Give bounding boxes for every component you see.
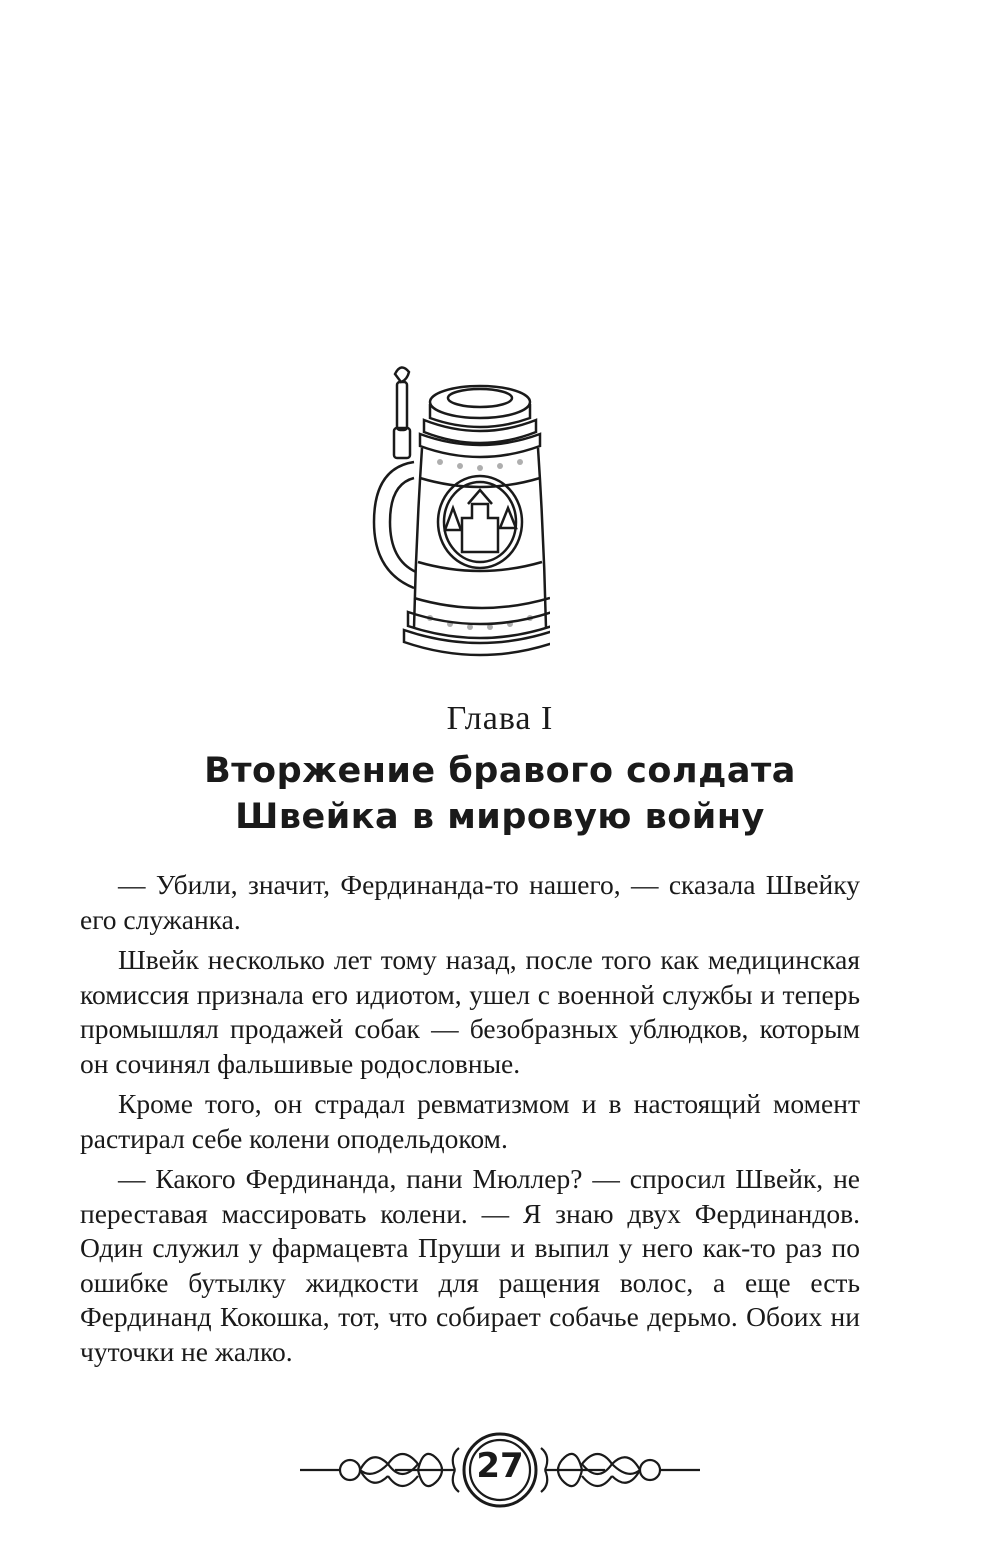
chapter-title xyxy=(0,748,1000,840)
chapter-number: Глава I xyxy=(446,700,554,737)
paragraph: Кроме того, он страдал ревматизмом и в настоящий момент растирал себе колени оподельдоком. xyxy=(80,1088,860,1154)
paragraph: — Убили, значит, Фердинанда-то нашего, — сказала Швейку его служанка. xyxy=(80,869,860,935)
page-number: 27 xyxy=(476,1446,524,1486)
beer-stein-icon xyxy=(350,362,550,662)
paragraph: Швейк несколько лет тому назад, после того как медицинская комиссия признала его идиотом, ушел с военной службы и теперь промышлял продажей собак — безобразных ублюдков, которым он сочинял фальшивые родословные. xyxy=(80,944,860,1079)
chapter-title-line-1: Вторжение бравого солдата xyxy=(204,751,796,791)
body-text xyxy=(80,868,860,1375)
chapter-title-line-2: Швейка в мировую войну xyxy=(235,797,765,837)
paragraph: — Какого Фердинанда, пани Мюллер? — спросил Швейк, не переставая массировать колени. — Я знаю двух Фердинандов. Один служил у фармацевта Пруши и выпил у него как-то раз по ошибке бутылку жидкости для ращения волос, а еще есть Фердинанд Кокошка, тот, что собирает собачье дерьмо. Обоих ни чуточки не жалко. xyxy=(80,1163,860,1367)
